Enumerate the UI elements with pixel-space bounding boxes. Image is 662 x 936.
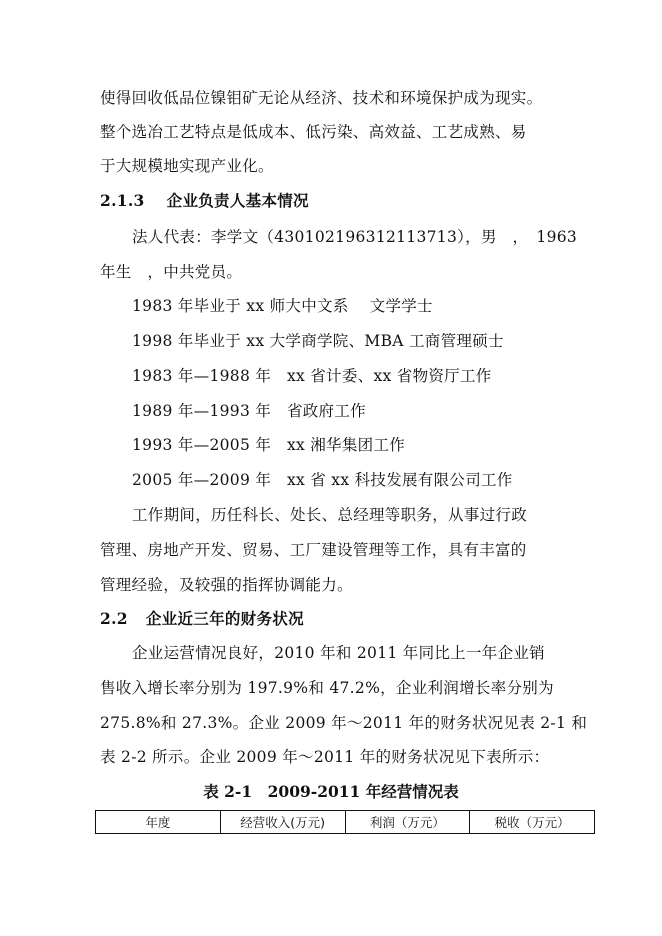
finance-line-1: 企业运营情况良好，2010 年和 2011 年同比上一年企业销 — [132, 644, 545, 662]
section-number: 2.1.3 — [100, 191, 145, 210]
section-2-1-3-heading — [100, 191, 309, 211]
finance-line-2: 售收入增长率分别为 197.9%和 47.2%，企业利润增长率分别为 — [100, 679, 554, 697]
column-header-profit: 利润（万元） — [345, 811, 470, 834]
section-2-2-heading — [100, 609, 304, 629]
section-number: 2.2 — [100, 609, 128, 628]
column-header-revenue: 经营收入(万元) — [220, 811, 345, 834]
resume-item: 1983 年毕业于 xx 师大中文系 文学学士 — [132, 297, 433, 315]
experience-line-1: 工作期间，历任科长、处长、总经理等职务，从事过行政 — [132, 506, 528, 524]
resume-item: 1989 年—1993 年 省政府工作 — [132, 402, 366, 420]
resume-item: 1983 年—1988 年 xx 省计委、xx 省物资厅工作 — [132, 367, 492, 385]
intro-line-1: 使得回收低品位镍钼矿无论从经济、技术和环境保护成为现实。 — [100, 89, 543, 107]
resume-item: 1993 年—2005 年 xx 湘华集团工作 — [132, 436, 406, 454]
finance-line-4: 表 2-2 所示。企业 2009 年～2011 年的财务状况见下表所示： — [100, 748, 550, 766]
resume-item: 1998 年毕业于 xx 大学商学院、MBA 工商管理硕士 — [132, 332, 504, 350]
resume-item: 2005 年—2009 年 xx 省 xx 科技发展有限公司工作 — [132, 471, 513, 489]
section-title: 企业近三年的财务状况 — [145, 609, 304, 628]
column-header-tax: 税收（万元） — [470, 811, 595, 834]
intro-line-3: 于大规模地实现产业化。 — [100, 157, 274, 175]
experience-line-3: 管理经验，及较强的指挥协调能力。 — [100, 576, 353, 594]
column-header-year: 年度 — [96, 811, 221, 834]
finance-line-3: 275.8%和 27.3%。企业 2009 年～2011 年的财务状况见表 2-1 和 — [100, 714, 588, 732]
table-header-row — [96, 811, 595, 834]
experience-line-2: 管理、房地产开发、贸易、工厂建设管理等工作，具有丰富的 — [100, 541, 527, 559]
legal-rep-line-1: 法人代表：李学文（430102196312113713），男 ， 1963 — [132, 228, 578, 246]
section-title: 企业负责人基本情况 — [166, 191, 309, 210]
legal-rep-line-2: 年生 ，中共党员。 — [100, 263, 243, 281]
intro-line-2: 整个选冶工艺特点是低成本、低污染、高效益、工艺成熟、易 — [100, 123, 527, 141]
operations-table — [95, 810, 595, 834]
table-caption: 表 2-1 2009-2011 年经营情况表 — [203, 782, 459, 801]
